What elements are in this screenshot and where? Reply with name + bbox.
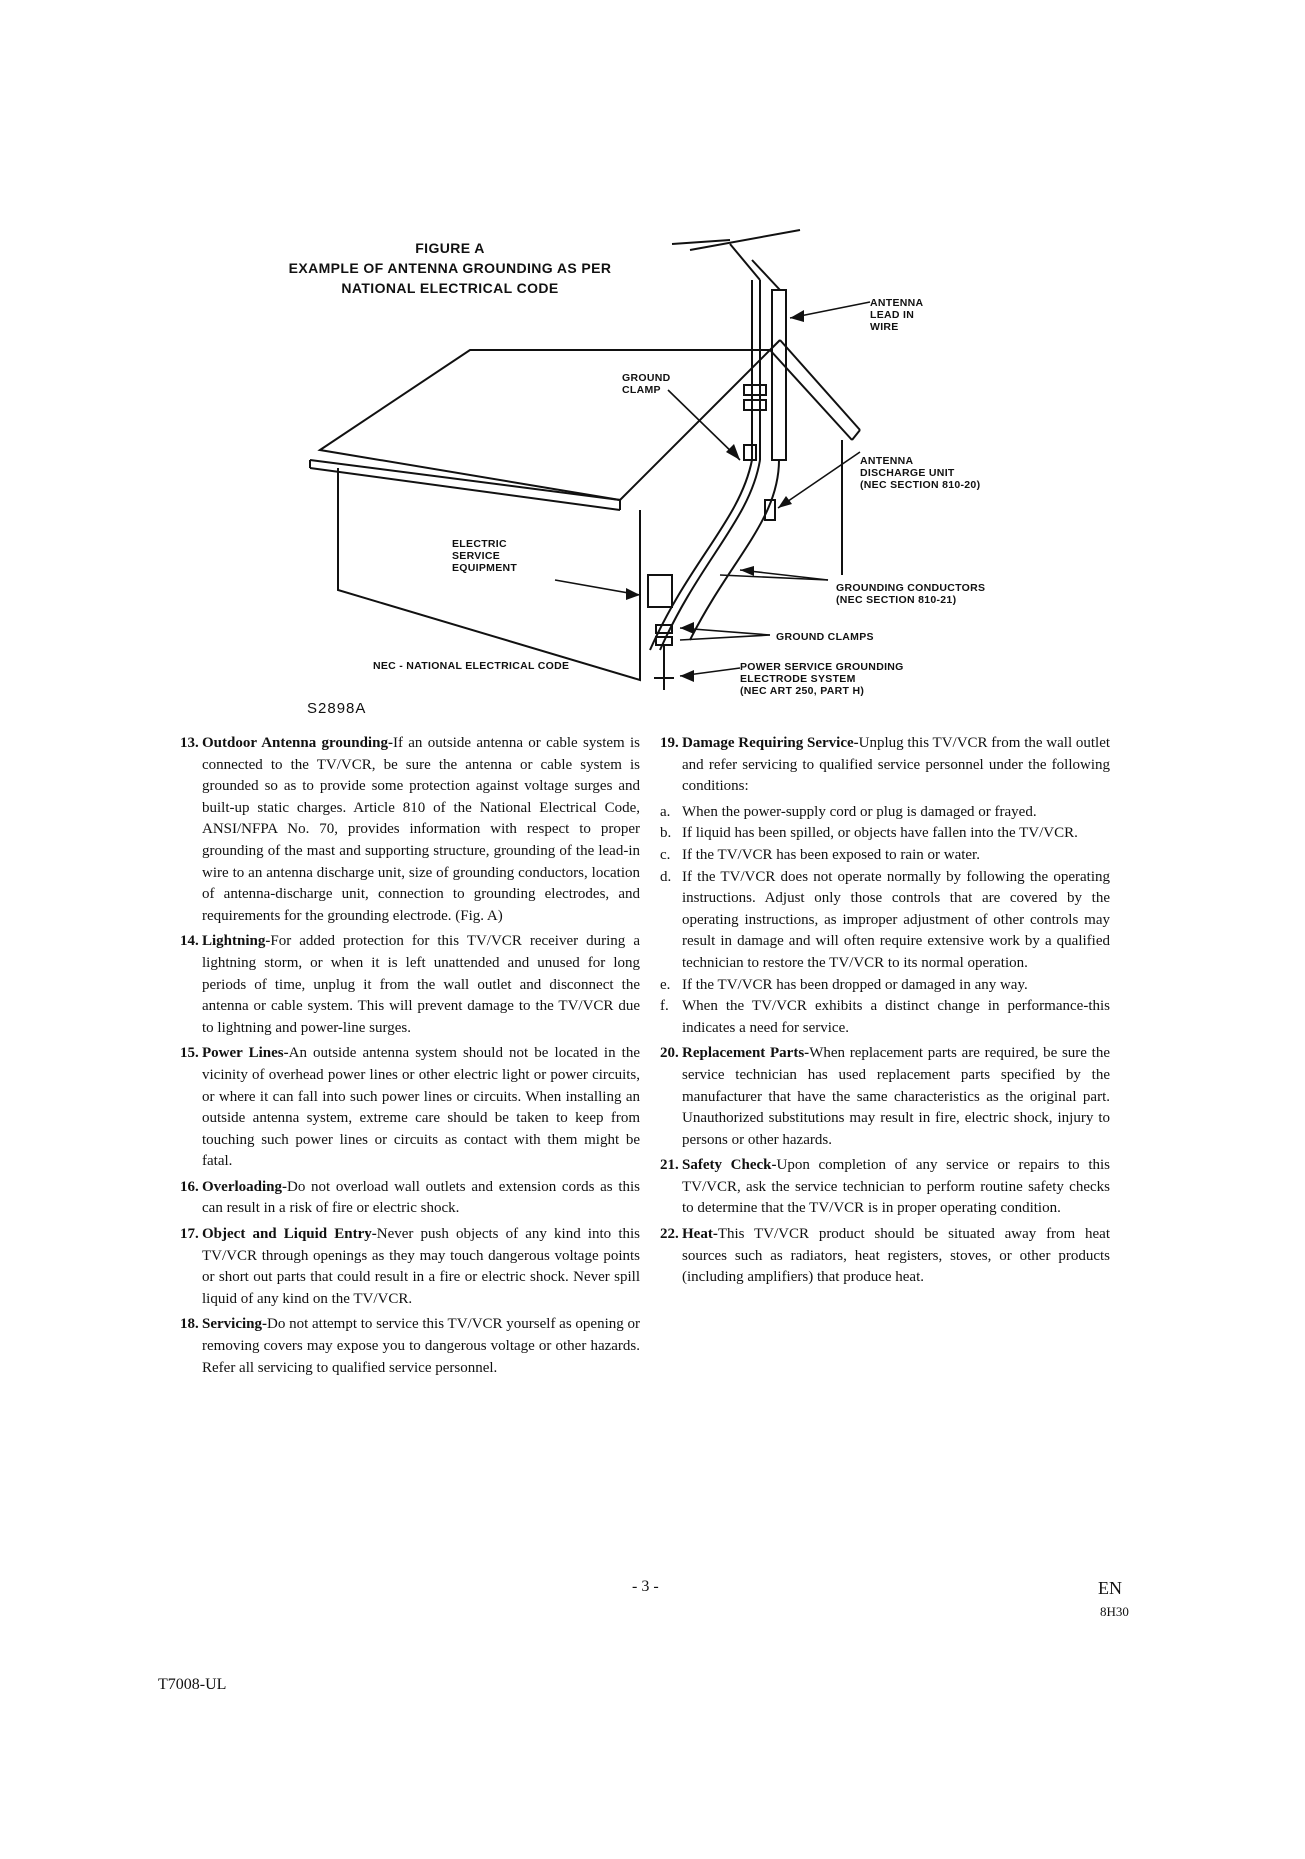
- item-heading: Replacement Parts-: [682, 1045, 810, 1062]
- label-ground-clamp: GROUND CLAMP: [622, 372, 671, 396]
- item-number: 19.: [660, 735, 679, 751]
- label-antenna-discharge-unit: ANTENNA DISCHARGE UNIT (NEC SECTION 810-20): [860, 455, 981, 491]
- item-text: For added protection for this TV/VCR receiver during a lightning storm, or when it is left unattended and unused for long periods of time, unplug it from the wall outlet and disconnect the antenna or cable system. This will prevent damage to the TV/VCR due to lightning and power-line surges.: [202, 933, 640, 1036]
- label-electric-service-equipment: ELECTRIC SERVICE EQUIPMENT: [452, 538, 518, 574]
- safety-item-21: [660, 1155, 1110, 1220]
- item-number: 13.: [180, 735, 199, 751]
- item-number: 14.: [180, 933, 199, 950]
- sub-item-d: d. If the TV/VCR does not operate normally by following the operating instructions. Adjust only those controls that are covered by the operating instructions, as improper adjustment of other controls may result in damage and will often require extensive work by a qualified technician to restore the TV/VCR to its normal operation.: [660, 868, 1110, 971]
- item-text: Never push objects of any kind into this TV/VCR through openings as they may touch dangerous voltage points or short out parts that could result in a fire or electric shock. Never spill liquid of any kind on the TV/VCR.: [202, 1226, 640, 1307]
- left-column: [180, 733, 640, 1383]
- item-text: An outside antenna system should not be located in the vicinity of overhead power lines or other electric light or power circuits, or where it can fall into such power lines or circuits. When installing an outside antenna system, extreme care should be taken to keep from touching such power lines or circuits as contact with them might be fatal.: [202, 1045, 641, 1170]
- figure-title-line: FIGURE A: [415, 240, 485, 256]
- item-number: 17.: [180, 1226, 199, 1243]
- safety-item-22: [660, 1224, 1110, 1289]
- safety-item-20: [660, 1043, 1110, 1151]
- item-number: 22.: [660, 1226, 679, 1243]
- label-power-service-grounding: POWER SERVICE GROUNDING ELECTRODE SYSTEM (NEC ART 250, PART H): [740, 661, 904, 697]
- item-number: 20.: [660, 1045, 679, 1062]
- item-text: If an outside antenna or cable system is connected to the TV/VCR, be sure the antenna or cable system is grounded so as to provide some protection against voltage surges and built-up static charges. Article 810 of the National Electrical Code, ANSI/NFPA No. 70, provides information with respect to proper grounding of the mast and supporting structure, grounding of the lead-in wire to an antenna discharge unit, size of grounding conductors, location of antenna-discharge unit, connection to grounding electrodes, and requirements for the grounding electrode. (Fig. A): [202, 735, 640, 924]
- safety-item-19: [660, 733, 1110, 798]
- label-grounding-conductors: GROUNDING CONDUCTORS (NEC SECTION 810-21): [836, 582, 986, 606]
- figure-a: [0, 0, 1305, 760]
- sub-item-e: e. If the TV/VCR has been dropped or damaged in any way.: [660, 976, 1028, 993]
- item-text: Do not attempt to service this TV/VCR yourself as opening or removing covers may expose you to dangerous voltage or other hazards. Refer all servicing to qualified service personnel.: [202, 1316, 641, 1376]
- language-code: EN: [1098, 1578, 1122, 1598]
- figure-title-line: EXAMPLE OF ANTENNA GROUNDING AS PER: [288, 260, 612, 276]
- page-number: - 3 -: [632, 1578, 659, 1595]
- item-heading: Servicing-: [202, 1316, 267, 1333]
- lead-in-wire: [690, 460, 779, 640]
- sub-item-c: c. If the TV/VCR has been exposed to rain or water.: [660, 846, 980, 863]
- safety-item-15: [180, 1043, 640, 1173]
- doc-code: 8H30: [1100, 1604, 1129, 1619]
- item-text: This TV/VCR product should be situated away from heat sources such as radiators, heat registers, stoves, or other products (including amplifiers) that produce heat.: [682, 1226, 1110, 1286]
- sub-item-b: b. If liquid has been spilled, or objects have fallen into the TV/VCR.: [660, 825, 1078, 842]
- safety-item-16: [180, 1177, 640, 1220]
- item-text: When replacement parts are required, be sure the service technician has used replacement parts specified by the manufacturer that have the same characteristics as the original part. Unauthorized substitutions may result in fire, electric shock, injury to persons or other hazards.: [682, 1045, 1110, 1148]
- model-number: T7008-UL: [158, 1676, 227, 1693]
- item-text: Do not overload wall outlets and extension cords as this can result in a risk of fire or electric shock.: [202, 1178, 640, 1217]
- house-front-wall: [338, 468, 640, 680]
- item-number: 21.: [660, 1157, 679, 1174]
- figure-code: S2898A: [307, 700, 367, 717]
- item-heading: Safety Check-: [682, 1157, 777, 1174]
- item-heading: Damage Requiring Service-: [682, 735, 859, 751]
- item-text: Upon completion of any service or repairs to this TV/VCR, ask the service technician to perform routine safety checks to determine that the TV/VCR is in proper operating condition.: [682, 1157, 1110, 1217]
- item-number: 18.: [180, 1316, 199, 1333]
- label-antenna-lead-in-wire: ANTENNA LEAD IN WIRE: [870, 297, 924, 333]
- sub-item-f: f. When the TV/VCR exhibits a distinct change in performance-this indicates a need for service.: [660, 998, 1110, 1036]
- sub-item-a: a. When the power-supply cord or plug is damaged or frayed.: [660, 803, 1037, 820]
- safety-item-17: [180, 1224, 640, 1310]
- item-heading: Overloading-: [202, 1178, 287, 1195]
- safety-item-14: [180, 931, 640, 1039]
- item-heading: Object and Liquid Entry-: [202, 1226, 377, 1243]
- item-heading: Outdoor Antenna grounding-: [202, 735, 393, 751]
- safety-item-13: [180, 733, 640, 927]
- figure-title-line: NATIONAL ELECTRICAL CODE: [341, 280, 559, 296]
- item-text: Unplug this TV/VCR from the wall outlet and refer servicing to qualified service personnel under the following conditions:: [682, 735, 1111, 795]
- label-ground-clamps: GROUND CLAMPS: [776, 631, 874, 643]
- label-nec-note: NEC - NATIONAL ELECTRICAL CODE: [373, 660, 570, 672]
- item-heading: Power Lines-: [202, 1045, 289, 1062]
- item-number: 16.: [180, 1178, 199, 1195]
- electric-service-box: [648, 575, 672, 607]
- item-number: 15.: [180, 1045, 199, 1062]
- item-heading: Lightning-: [202, 933, 271, 950]
- safety-item-18: [180, 1314, 640, 1379]
- right-column: [660, 733, 1110, 1293]
- figure-title: [270, 238, 630, 298]
- item-heading: Heat-: [682, 1226, 718, 1243]
- antenna-element: [690, 230, 800, 250]
